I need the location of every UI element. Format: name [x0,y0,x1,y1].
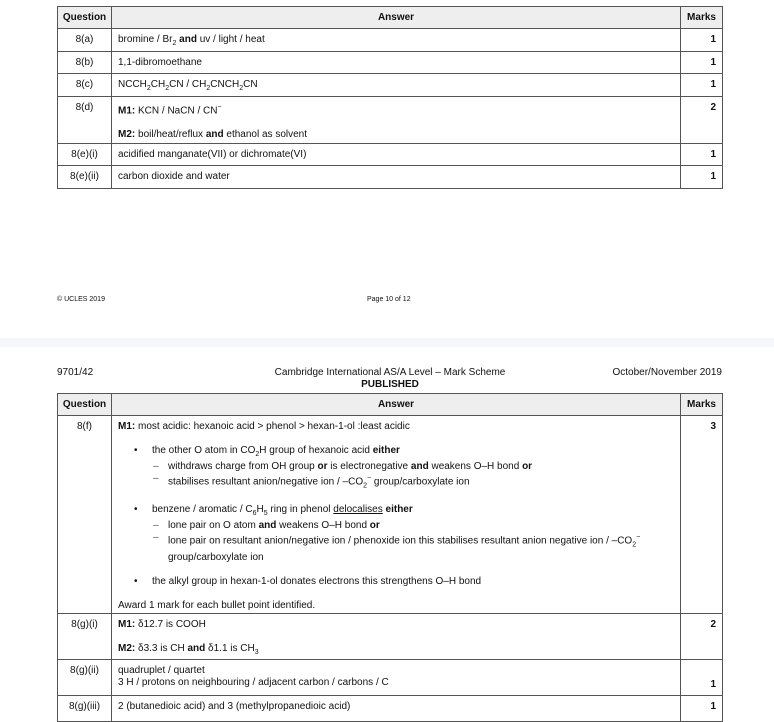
answer-text: ring in phenol [267,504,334,516]
answer-text: CNCH [210,79,240,90]
question-number: 8(c) [58,74,112,97]
marks-value: 1 [681,696,723,722]
answer-line: quadruplet / quartet [118,665,205,676]
mark-scheme-table [57,393,723,722]
underlined-keyword: delocalises [333,504,383,516]
answer-text: boil/heat/reflux [135,129,206,141]
subscript: 5 [263,510,268,518]
marks-value: 1 [681,52,723,74]
answer-text: lone pair on O atom [168,520,259,532]
exam-session: October/November 2019 [612,367,722,378]
answer-text: bromine / Br [118,34,173,45]
answer-text: is electronegative [327,461,411,472]
keyword-either: either [372,445,400,456]
answer-text: δ3.3 is CH [135,643,188,654]
mark-scheme-table [57,6,723,189]
marks-value: 2 [681,97,723,144]
keyword-and: and [205,129,224,141]
copyright-footer: © UCLES 2019 [57,296,105,303]
marks-value: 1 [681,144,723,166]
answer-cell: 1,1-dibromoethane [112,52,681,74]
m1-line [118,421,674,433]
table-header-row [58,394,723,416]
m1-label: M1: [118,105,136,117]
subscript: 2 [206,85,211,92]
superscript: − [217,104,222,111]
answer-text: CH [150,79,166,90]
table-row [58,97,723,144]
question-number: 8(f) [58,416,112,614]
answer-cell [112,97,681,144]
answer-text: CN / CH [169,79,207,90]
answer-text: withdraws charge from OH group [168,461,318,472]
marks-value: 2 [681,614,723,660]
answer-text: H group of hexanoic acid [259,445,373,456]
table-row [58,696,723,722]
keyword-either: either [385,504,413,516]
subscript: 2 [146,85,151,92]
answer-text: group/carboxylate ion [168,551,264,563]
subscript: 2 [239,85,244,92]
bullet-point [118,504,674,520]
table-row [58,166,723,189]
marks-value: 1 [681,29,723,52]
column-header-answer: Answer [112,7,681,29]
marks-value: 1 [681,660,723,696]
column-header-question: Question [58,394,112,416]
marks-value: 1 [681,74,723,97]
answer-text: most acidic: hexanoic acid > phenol > hexan-1-ol :least acidic [135,421,410,432]
keyword-and: and [187,643,206,654]
table-row [58,614,723,660]
column-header-answer: Answer [112,394,681,416]
dash-point [118,532,674,563]
subscript: 2 [172,40,177,47]
answer-text: NCCH [118,79,147,90]
subscript: 3 [254,649,259,656]
answer-cell [112,74,681,97]
dash-point [118,473,674,492]
spacer [118,588,674,600]
answer-text: CN [243,79,258,90]
dash-point [118,520,674,532]
spacer [118,631,674,643]
m1-label: M1: [118,421,136,432]
keyword-and: and [179,34,197,45]
keyword-or: or [522,461,533,472]
page-separator [0,338,774,347]
answer-line: 3 H / protons on neighbouring / adjacent carbon / carbons / C [118,677,389,688]
bullet-point: • the alkyl group in hexan-1-ol donates electrons this strengthens O–H bond [118,576,674,588]
answer-cell [112,416,681,614]
keyword-or: or [317,461,328,472]
m2-line [118,129,674,141]
page-11 [0,347,774,721]
m2-line [118,643,674,659]
spacer [118,492,674,504]
answer-text: δ1.1 is CH [205,643,255,654]
superscript: − [367,475,372,482]
dash-point [118,461,674,473]
answer-text: the other O atom in CO [152,445,256,456]
answer-text: H [256,504,264,516]
m1-line [118,102,674,117]
subscript: 2 [632,541,637,549]
page-number: Page 10 of 12 [367,296,411,303]
page-10 [0,0,774,338]
answer-text: ethanol as solvent [223,129,308,141]
spacer [118,433,674,445]
m1-line [118,619,674,631]
answer-text: weakens O–H bond [276,520,370,532]
answer-cell: acidified manganate(VII) or dichromate(VI) [112,144,681,166]
answer-text: group/carboxylate ion [371,476,470,488]
question-number: 8(b) [58,52,112,74]
subscript: 2 [255,451,260,458]
table-row [58,52,723,74]
published-label: PUBLISHED [361,379,419,390]
subscript: 2 [165,85,170,92]
column-header-marks: Marks [681,7,723,29]
table-header-row [58,7,723,29]
table-row [58,416,723,614]
m2-label: M2: [118,129,136,141]
bullet-point [118,445,674,461]
question-number: 8(g)(i) [58,614,112,660]
answer-cell: 2 (butanedioic acid) and 3 (methylpropanedioic acid) [112,696,681,722]
answer-cell [112,29,681,52]
document-title: Cambridge International AS/A Level – Mark Scheme [274,367,506,378]
answer-text: stabilises resultant anion/negative ion / –CO [168,476,364,488]
column-header-question: Question [58,7,112,29]
keyword-and: and [410,461,429,472]
m2-label: M2: [118,643,136,654]
table-row [58,74,723,97]
award-note: Award 1 mark for each bullet point identified. [118,599,316,611]
spacer [118,117,674,129]
marks-value: 3 [681,416,723,614]
table-row [58,144,723,166]
answer-text: uv / light / heat [196,34,265,45]
keyword-or: or [369,520,380,532]
question-number: 8(e)(ii) [58,166,112,189]
column-header-marks: Marks [681,394,723,416]
answer-text: KCN / NaCN / CN [135,105,218,117]
subscript: 2 [363,482,368,490]
answer-text: δ12.7 is COOH [135,619,206,630]
answer-text: benzene / aromatic / C [152,504,253,516]
question-number: 8(g)(ii) [58,660,112,696]
superscript: − [636,534,641,542]
answer-text: lone pair on resultant anion/negative ion / phenoxide ion this stabilises resultant anion negative ion / –CO [168,535,633,547]
spacer [118,564,674,576]
question-number: 8(g)(iii) [58,696,112,722]
answer-cell: carbon dioxide and water [112,166,681,189]
table-row [58,29,723,52]
question-number: 8(d) [58,97,112,144]
answer-cell [112,614,681,660]
answer-cell [112,660,681,696]
answer-text: weakens O–H bond [428,461,523,472]
question-number: 8(a) [58,29,112,52]
table-row [58,660,723,696]
syllabus-code: 9701/42 [57,367,94,378]
subscript: 6 [252,510,257,518]
marks-value: 1 [681,166,723,189]
question-number: 8(e)(i) [58,144,112,166]
keyword-and: and [258,520,277,532]
m1-label: M1: [118,619,136,630]
